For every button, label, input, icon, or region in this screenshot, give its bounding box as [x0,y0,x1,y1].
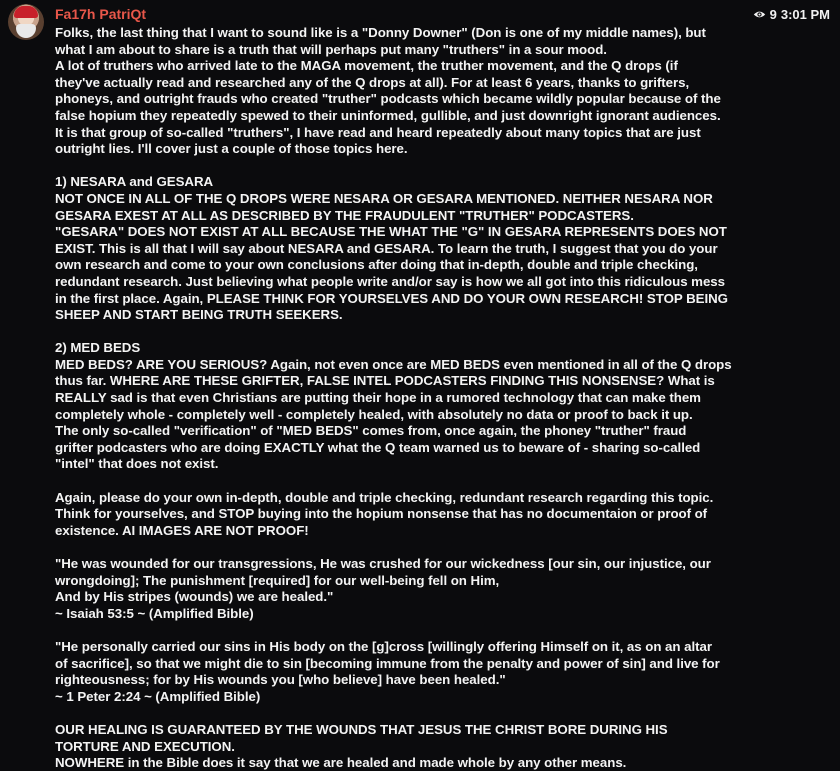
author-name[interactable]: Fa17h PatriQt [55,6,147,22]
message-time: 3:01 PM [780,7,830,22]
avatar[interactable] [8,4,44,40]
paragraph-nesara: 1) NESARA and GESARA NOT ONCE IN ALL OF THE Q DROPS WERE NESARA OR GESARA MENTIONED. NEITHER NESARA NOR GESARA EXEST AT ALL AS DESCRIBED BY THE FRAUDULENT "TRUTHER" PODCASTERS. "GESARA" DOES NOT EXIST AT ALL BECAUSE THE WHAT THE "G" IN GESARA REPRESENTS DOES NOT EXIST. This is all that I will say about NESARA and GESARA. To learn the truth, I suggest that you do your own research and come to your own conclusions after doing that in-depth, double and triple checking, redundant research. Just believing what people write and/or say is how we all got into this ridiculous mess in the first place. Again, PLEASE THINK FOR YOURSELVES AND DO YOUR OWN RESEARCH! STOP BEING SHEEP AND START BEING TRUTH SEEKERS. [55,174,728,323]
eye-icon [753,10,766,19]
paragraph-gap [55,539,833,556]
avatar-beard [16,24,36,38]
paragraph-peter-quote: "He personally carried our sins in His body on the [g]cross [willingly offering Himself on it, as on an altar of sacrifice], so that we might die to sin [becoming immune from the penalty and power of sin] and live for righteousness; for by His wounds you [who believe] have been healed." ~ 1 Peter 2:24 ~ (Amplified Bible) [55,638,720,704]
avatar-hat [14,6,38,18]
view-count: 9 [769,7,777,22]
paragraph-med-beds: 2) MED BEDS MED BEDS? ARE YOU SERIOUS? Again, not even once are MED BEDS even mentioned in all of the Q drops thus far. WHERE ARE THESE GRIFTER, FALSE INTEL PODCASTERS FINDING THIS NONSENSE? What is REALLY sad is that even Christians are putting their hope in a rumored technology that can make them completely whole - completely well - completely healed, with absolutely no data or proof to back it up. The only so-called "verification" of "MED BEDS" comes from, once again, the phoney "truther" fraud grifter podcasters who are doing EXACTLY what the Q team warned us to beware of - sharing so-called "intel" that does not exist. [55,340,732,472]
paragraph-closing: OUR HEALING IS GUARANTEED BY THE WOUNDS THAT JESUS THE CHRIST BORE DURING HIS TORTURE AND EXECUTION. NOWHERE in the Bible does it say that we are healed and made whole by any other means. [55,721,668,771]
message-meta [753,7,830,22]
paragraph-gap [55,705,833,722]
paragraph-research: Again, please do your own in-depth, double and triple checking, redundant research regarding this topic. Think for yourselves, and STOP buying into the hopium nonsense that has no documentaion or proof of existence. AI IMAGES ARE NOT PROOF! [55,489,714,538]
message-body [55,25,833,771]
paragraph-gap [55,324,833,341]
paragraph-gap [55,473,833,490]
paragraph-gap [55,158,833,175]
paragraph-gap [55,622,833,639]
paragraph-isaiah-quote: "He was wounded for our transgressions, He was crushed for our wickedness [our sin, our injustice, our wrongdoing]; The punishment [required] for our well-being fell on Him, And by His stripes (wounds) we are healed." ~ Isaiah 53:5 ~ (Amplified Bible) [55,556,711,621]
paragraph-intro: Folks, the last thing that I want to sound like is a "Donny Downer" (Don is one of my middle names), but what I am about to share is a truth that will perhaps put many "truthers" in a sour mood. A lot of truthers who arrived late to the MAGA movement, the truther movement, and the Q drops (if they've actually read and researched any of the Q drops at all). For at least 6 years, thanks to grifters, phoneys, and outright frauds who created "truther" podcasts which became wildly popular because of the false hopium they repeatedly spewed to their uninformed, gullible, and just downright ignorant audiences. It is that group of so-called "truthers", I have read and heard repeatedly about many topics that are just outright lies. I'll cover just a couple of those topics here. [55,25,721,157]
